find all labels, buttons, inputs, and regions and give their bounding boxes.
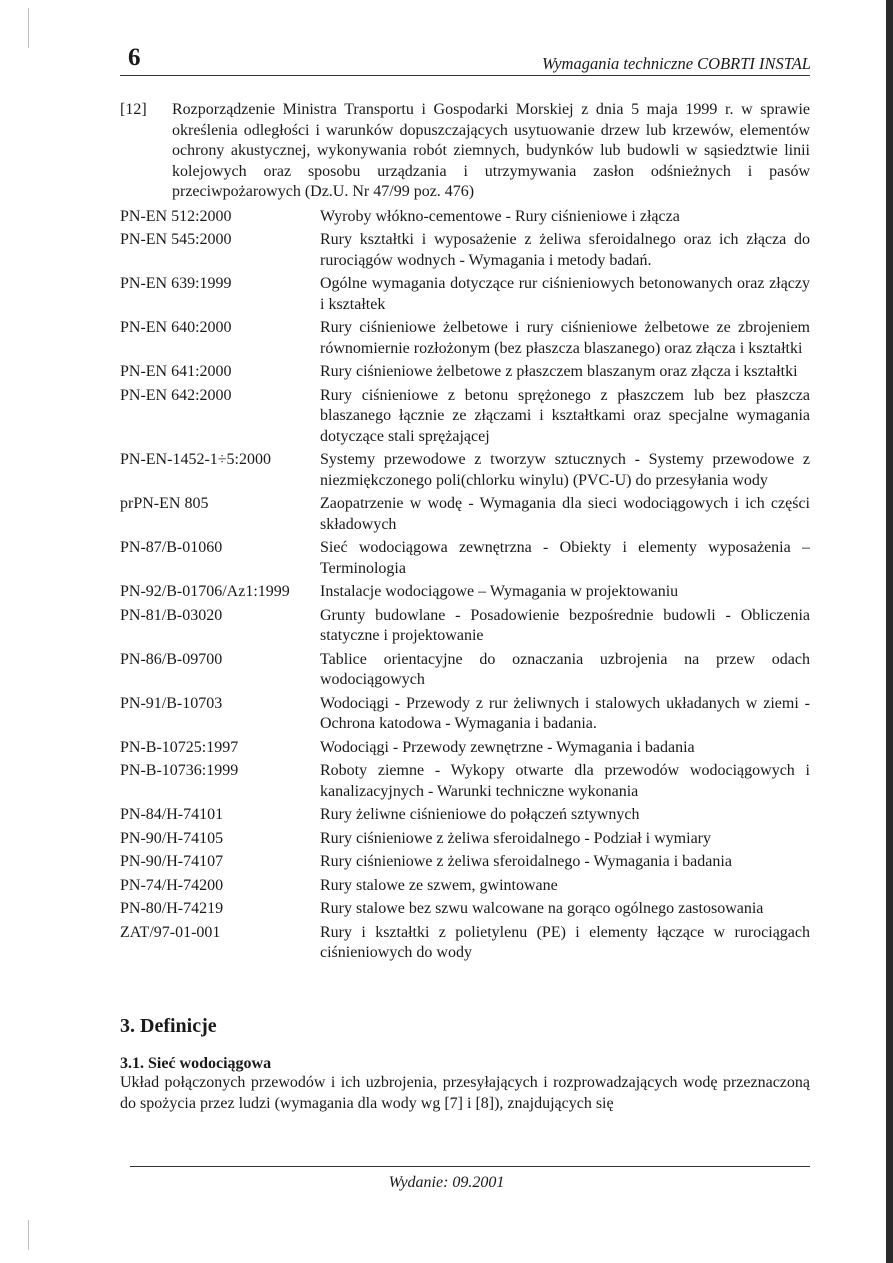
standards-list xyxy=(120,207,810,964)
standard-title: Rury i kształtki z polietylenu (PE) i elementy łączące w rurociągach ciśnieniowych do wody xyxy=(320,923,810,961)
standard-code: PN-74/H-74200 xyxy=(120,876,224,894)
standard-row xyxy=(120,738,810,759)
standard-row xyxy=(120,207,810,228)
body-paragraph: Układ połączonych przewodów i ich uzbrojenia, przesyłających i rozprowadzających wodę przeznaczoną do spożycia przez ludzi (wymagania dla wody wg [7] i [8]), znajdujących się xyxy=(120,1074,810,1112)
standard-code: PN-EN 640:2000 xyxy=(120,319,232,336)
standard-code: PN-80/H-74219 xyxy=(120,900,224,917)
standard-row xyxy=(120,318,810,359)
standard-title: Roboty ziemne - Wykopy otwarte dla przewodów wodociągowych i kanalizacyjnych - Warunki techniczne wykonania xyxy=(320,762,810,800)
standard-code: PN-EN 512:2000 xyxy=(120,207,232,225)
standard-code: PN-91/B-10703 xyxy=(120,694,223,712)
standard-title: Rury ciśnieniowe żelbetowe i rury ciśnieniowe żelbetowe ze zbrojeniem równomiernie rozłożonym (bez płaszcza blaszanego) oraz złącza i kształtki xyxy=(320,319,810,357)
standard-title: Rury ciśnieniowe z żeliwa sferoidalnego - Podział i wymiary xyxy=(320,829,711,847)
standard-code: PN-EN 639:1999 xyxy=(120,275,232,292)
standard-title: Tablice orientacyjne do oznaczania uzbrojenia na przew odach wodociągowych xyxy=(320,650,810,688)
standard-row xyxy=(120,450,810,491)
subsection-heading: 3.1. Sieć wodociągowa xyxy=(120,1055,272,1072)
reference-text: Rozporządzenie Ministra Transportu i Gospodarki Morskiej z dnia 5 maja 1999 r. w sprawie określenia odległości i warunków dopuszczających usytuowanie drzew lub krzewów, elementów ochrony akustycznej, wykonywania robót ziemnych, budynków lub budowli w sąsiedztwie linii kolejowych oraz sposobu urządzania i utrzymywania zasłon odśnieżnych i pasów przeciwpożarowych (Dz.U. Nr 47/99 poz. 476) xyxy=(172,101,810,200)
reference-12 xyxy=(120,100,810,203)
standard-row xyxy=(120,494,810,535)
standard-code: PN-90/H-74105 xyxy=(120,829,224,847)
reference-number: [12] xyxy=(120,101,147,118)
standard-code: PN-90/H-74107 xyxy=(120,853,224,870)
standard-title: Instalacje wodociągowe – Wymagania w projektowaniu xyxy=(320,583,679,600)
standard-title: Rury stalowe bez szwu walcowane na gorąco ogólnego zastosowania xyxy=(320,900,764,917)
standard-row xyxy=(120,538,810,579)
standard-code: ZAT/97-01-001 xyxy=(120,923,221,941)
standard-title: Grunty budowlane - Posadowienie bezpośrednie budowli - Obliczenia statyczne i projektowanie xyxy=(320,606,810,644)
standard-title: Rury stalowe ze szwem, gwintowane xyxy=(320,876,558,894)
references-block xyxy=(120,100,810,967)
standard-title: Rury kształtki i wyposażenie z żeliwa sferoidalnego oraz ich złącza do rurociągów wodnych - Wymagania i metody badań. xyxy=(320,231,810,269)
standard-title: Rury żeliwne ciśnieniowe do połączeń sztywnych xyxy=(320,806,640,823)
scan-edge xyxy=(886,0,893,1263)
standard-title: Wodociągi - Przewody z rur żeliwnych i stalowych układanych w ziemi - Ochrona katodowa - Wymagania i badania. xyxy=(320,694,810,732)
page-number: 6 xyxy=(128,44,141,71)
standard-title: Systemy przewodowe z tworzyw sztucznych - Systemy przewodowe z niezmiękczonego poli(chlorku winylu) (PVC-U) do przesyłania wody xyxy=(320,451,810,489)
standard-row xyxy=(120,694,810,735)
standard-title: Rury ciśnieniowe z żeliwa sferoidalnego - Wymagania i badania xyxy=(320,853,732,870)
standard-title: Ogólne wymagania dotyczące rur ciśnieniowych betonowanych oraz złączy i kształtek xyxy=(320,275,810,313)
standard-code: PN-B-10736:1999 xyxy=(120,762,239,779)
header-rule xyxy=(120,75,810,76)
standard-code: prPN-EN 805 xyxy=(120,495,209,512)
footer-edition: Wydanie: 09.2001 xyxy=(388,1174,505,1191)
standard-row xyxy=(120,829,810,850)
standard-code: PN-EN 641:2000 xyxy=(120,363,232,380)
standard-row xyxy=(120,230,810,271)
standard-code: PN-92/B-01706/Az1:1999 xyxy=(120,583,290,600)
standard-code: PN-84/H-74101 xyxy=(120,806,224,823)
standard-row xyxy=(120,362,810,383)
standard-title: Wyroby włókno-cementowe - Rury ciśnieniowe i złącza xyxy=(320,207,680,225)
standard-code: PN-86/B-09700 xyxy=(120,650,223,668)
standard-row xyxy=(120,761,810,802)
standard-row xyxy=(120,805,810,826)
standard-code: PN-B-10725:1997 xyxy=(120,738,239,756)
standard-row xyxy=(120,274,810,315)
standard-title: Rury ciśnieniowe z betonu sprężonego z płaszczem lub bez płaszcza blaszanego łącznie ze złączami i kształtkami oraz specjalne wymagania dotyczące stali sprężającej xyxy=(320,386,810,445)
standard-row xyxy=(120,852,810,873)
footer-rule xyxy=(130,1166,810,1167)
standard-title: Sieć wodociągowa zewnętrzna - Obiekty i elementy wyposażenia – Terminologia xyxy=(320,539,810,577)
standard-row xyxy=(120,650,810,691)
standard-row xyxy=(120,606,810,647)
standard-row xyxy=(120,876,810,897)
scan-mark xyxy=(28,1220,29,1250)
standard-code: PN-EN-1452-1÷5:2000 xyxy=(120,451,271,468)
standard-code: PN-EN 545:2000 xyxy=(120,231,232,248)
standard-code: PN-EN 642:2000 xyxy=(120,386,232,404)
running-title: Wymagania techniczne COBRTI INSTAL xyxy=(541,54,811,73)
standard-row xyxy=(120,899,810,920)
scan-mark xyxy=(28,8,29,48)
standard-title: Wodociągi - Przewody zewnętrzne - Wymagania i badania xyxy=(320,738,695,756)
standard-title: Rury ciśnieniowe żelbetowe z płaszczem blaszanym oraz złącza i kształtki xyxy=(320,363,798,380)
standard-row xyxy=(120,386,810,448)
section-heading: 3. Definicje xyxy=(120,1015,217,1037)
standard-row xyxy=(120,582,810,603)
standard-row xyxy=(120,923,810,964)
standard-code: PN-87/B-01060 xyxy=(120,539,223,556)
standard-title: Zaopatrzenie w wodę - Wymagania dla sieci wodociągowych i ich części składowych xyxy=(320,495,810,533)
standard-code: PN-81/B-03020 xyxy=(120,606,223,624)
